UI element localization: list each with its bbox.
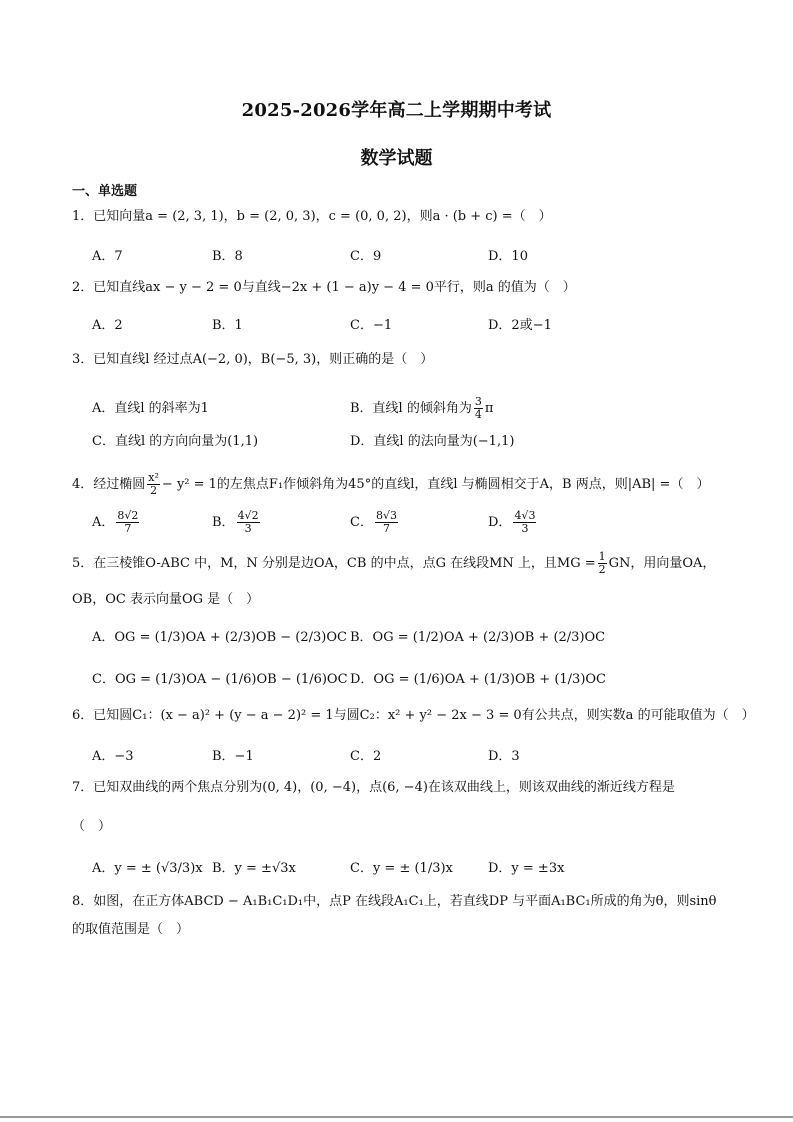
option-a: A．OG = (1/3)OA + (2/3)OB − (2/3)OC bbox=[92, 630, 347, 645]
option-d: D．3 bbox=[488, 749, 520, 764]
exam-title: 2025-2026学年高二上学期期中考试 bbox=[241, 100, 552, 121]
question-text: 已知向量a = (2, 3, 1)，b = (2, 0, 3)，c = (0, 0, 2)，则a · (b + c) =（ ） bbox=[93, 209, 552, 224]
question-5: 5．在三棱锥O-ABC 中，M，N 分别是边OA，CB 的中点，点G 在线段MN 上，且MG = $\frac{1}{2}$ GN，用向量OA， bbox=[72, 550, 716, 576]
question-number: 6． bbox=[72, 708, 94, 723]
question-5-line-2: OB，OC 表示向量OG 是（ ） bbox=[72, 592, 260, 607]
option-b: B．−1 bbox=[212, 749, 254, 764]
option-c: C． $\frac{8√3}{7}$ bbox=[350, 509, 397, 535]
question-8-line-2: 的取值范围是（ ） bbox=[72, 922, 190, 937]
question-1 bbox=[72, 208, 552, 226]
question-3 bbox=[72, 351, 433, 369]
option-c: C．−1 bbox=[350, 318, 393, 333]
question-number: 4． bbox=[72, 477, 94, 492]
option-b: B．8 bbox=[212, 249, 243, 264]
question-number: 3． bbox=[72, 352, 94, 367]
section-heading: 一、单选题 bbox=[72, 184, 138, 199]
option-c: C．9 bbox=[350, 249, 382, 264]
question-text: 已知直线l 经过点A(−2, 0)，B(−5, 3)，则正确的是（ ） bbox=[93, 352, 434, 367]
ellipse-fraction: $\frac{\text{x²}}{2}$ bbox=[148, 471, 159, 497]
option-b: B．y = ±√3x bbox=[212, 861, 296, 876]
option-d: D．10 bbox=[488, 249, 528, 264]
question-number: 1． bbox=[72, 209, 94, 224]
exam-subtitle: 数学试题 bbox=[360, 148, 433, 169]
question-6 bbox=[72, 707, 755, 725]
option-a: A．−3 bbox=[92, 749, 134, 764]
option-b: B．直线l 的倾斜角为 $\frac{3}{4}$ π bbox=[350, 395, 494, 421]
question-number: 5． bbox=[72, 556, 94, 571]
page-bottom-divider bbox=[0, 1116, 793, 1118]
option-b: B． $\frac{4√2}{3}$ bbox=[212, 509, 259, 535]
question-number: 7． bbox=[72, 780, 94, 795]
question-2 bbox=[72, 279, 576, 297]
option-c: C．OG = (1/3)OA − (1/6)OB − (1/6)OC bbox=[92, 672, 348, 687]
question-text: 已知直线ax − y − 2 = 0与直线−2x + (1 − a)y − 4 = 0平行，则a 的值为（ ） bbox=[93, 280, 576, 295]
option-b: B．1 bbox=[212, 318, 243, 333]
option-d: D． $\frac{4√3}{3}$ bbox=[488, 509, 536, 535]
option-b: B．OG = (1/2)OA + (2/3)OB + (2/3)OC bbox=[350, 630, 606, 645]
question-text: 已知双曲线的两个焦点分别为(0, 4)，(0, −4)，点(6, −4)在该双曲线上，则该双曲线的渐近线方程是 bbox=[93, 780, 675, 795]
option-d: D．y = ±3x bbox=[488, 861, 565, 876]
question-text: 已知圆C₁：(x − a)² + (y − a − 2)² = 1与圆C₂：x² + y² − 2x − 3 = 0有公共点，则实数a 的可能取值为（ ） bbox=[93, 708, 755, 723]
option-c: C．2 bbox=[350, 749, 382, 764]
question-4: 4．经过椭圆 $\frac{\text{x²}}{2}$ − y² = 1的左焦点F₁作倾斜角为45°的直线l，直线l 与椭圆相交于A，B 两点，则|AB| =（ ） bbox=[72, 471, 710, 497]
question-number: 8． bbox=[72, 894, 94, 909]
option-a: A．直线l 的斜率为1 bbox=[92, 401, 209, 416]
question-8 bbox=[72, 893, 717, 911]
option-d: D．直线l 的法向量为(−1,1) bbox=[350, 434, 515, 449]
option-d: D．OG = (1/6)OA + (1/3)OB + (1/3)OC bbox=[350, 672, 606, 687]
question-7-line-2: （ ） bbox=[72, 819, 112, 834]
question-text: 如图，在正方体ABCD − A₁B₁C₁D₁中，点P 在线段A₁C₁上，若直线DP 与平面A₁BC₁所成的角为θ，则sinθ bbox=[93, 894, 717, 909]
fraction: $\frac{1}{2}$ bbox=[598, 550, 606, 576]
option-a: A．y = ± (√3/3)x bbox=[92, 861, 203, 876]
option-a: A．2 bbox=[92, 318, 123, 333]
option-a: A． $\frac{8√2}{7}$ bbox=[92, 509, 139, 535]
option-c: C．直线l 的方向向量为(1,1) bbox=[92, 434, 259, 449]
question-7 bbox=[72, 779, 675, 797]
option-c: C．y = ± (1/3)x bbox=[350, 861, 453, 876]
option-d: D．2或−1 bbox=[488, 318, 552, 333]
fraction: $\frac{3}{4}$ bbox=[474, 395, 482, 421]
option-a: A．7 bbox=[92, 249, 123, 264]
question-number: 2． bbox=[72, 280, 94, 295]
